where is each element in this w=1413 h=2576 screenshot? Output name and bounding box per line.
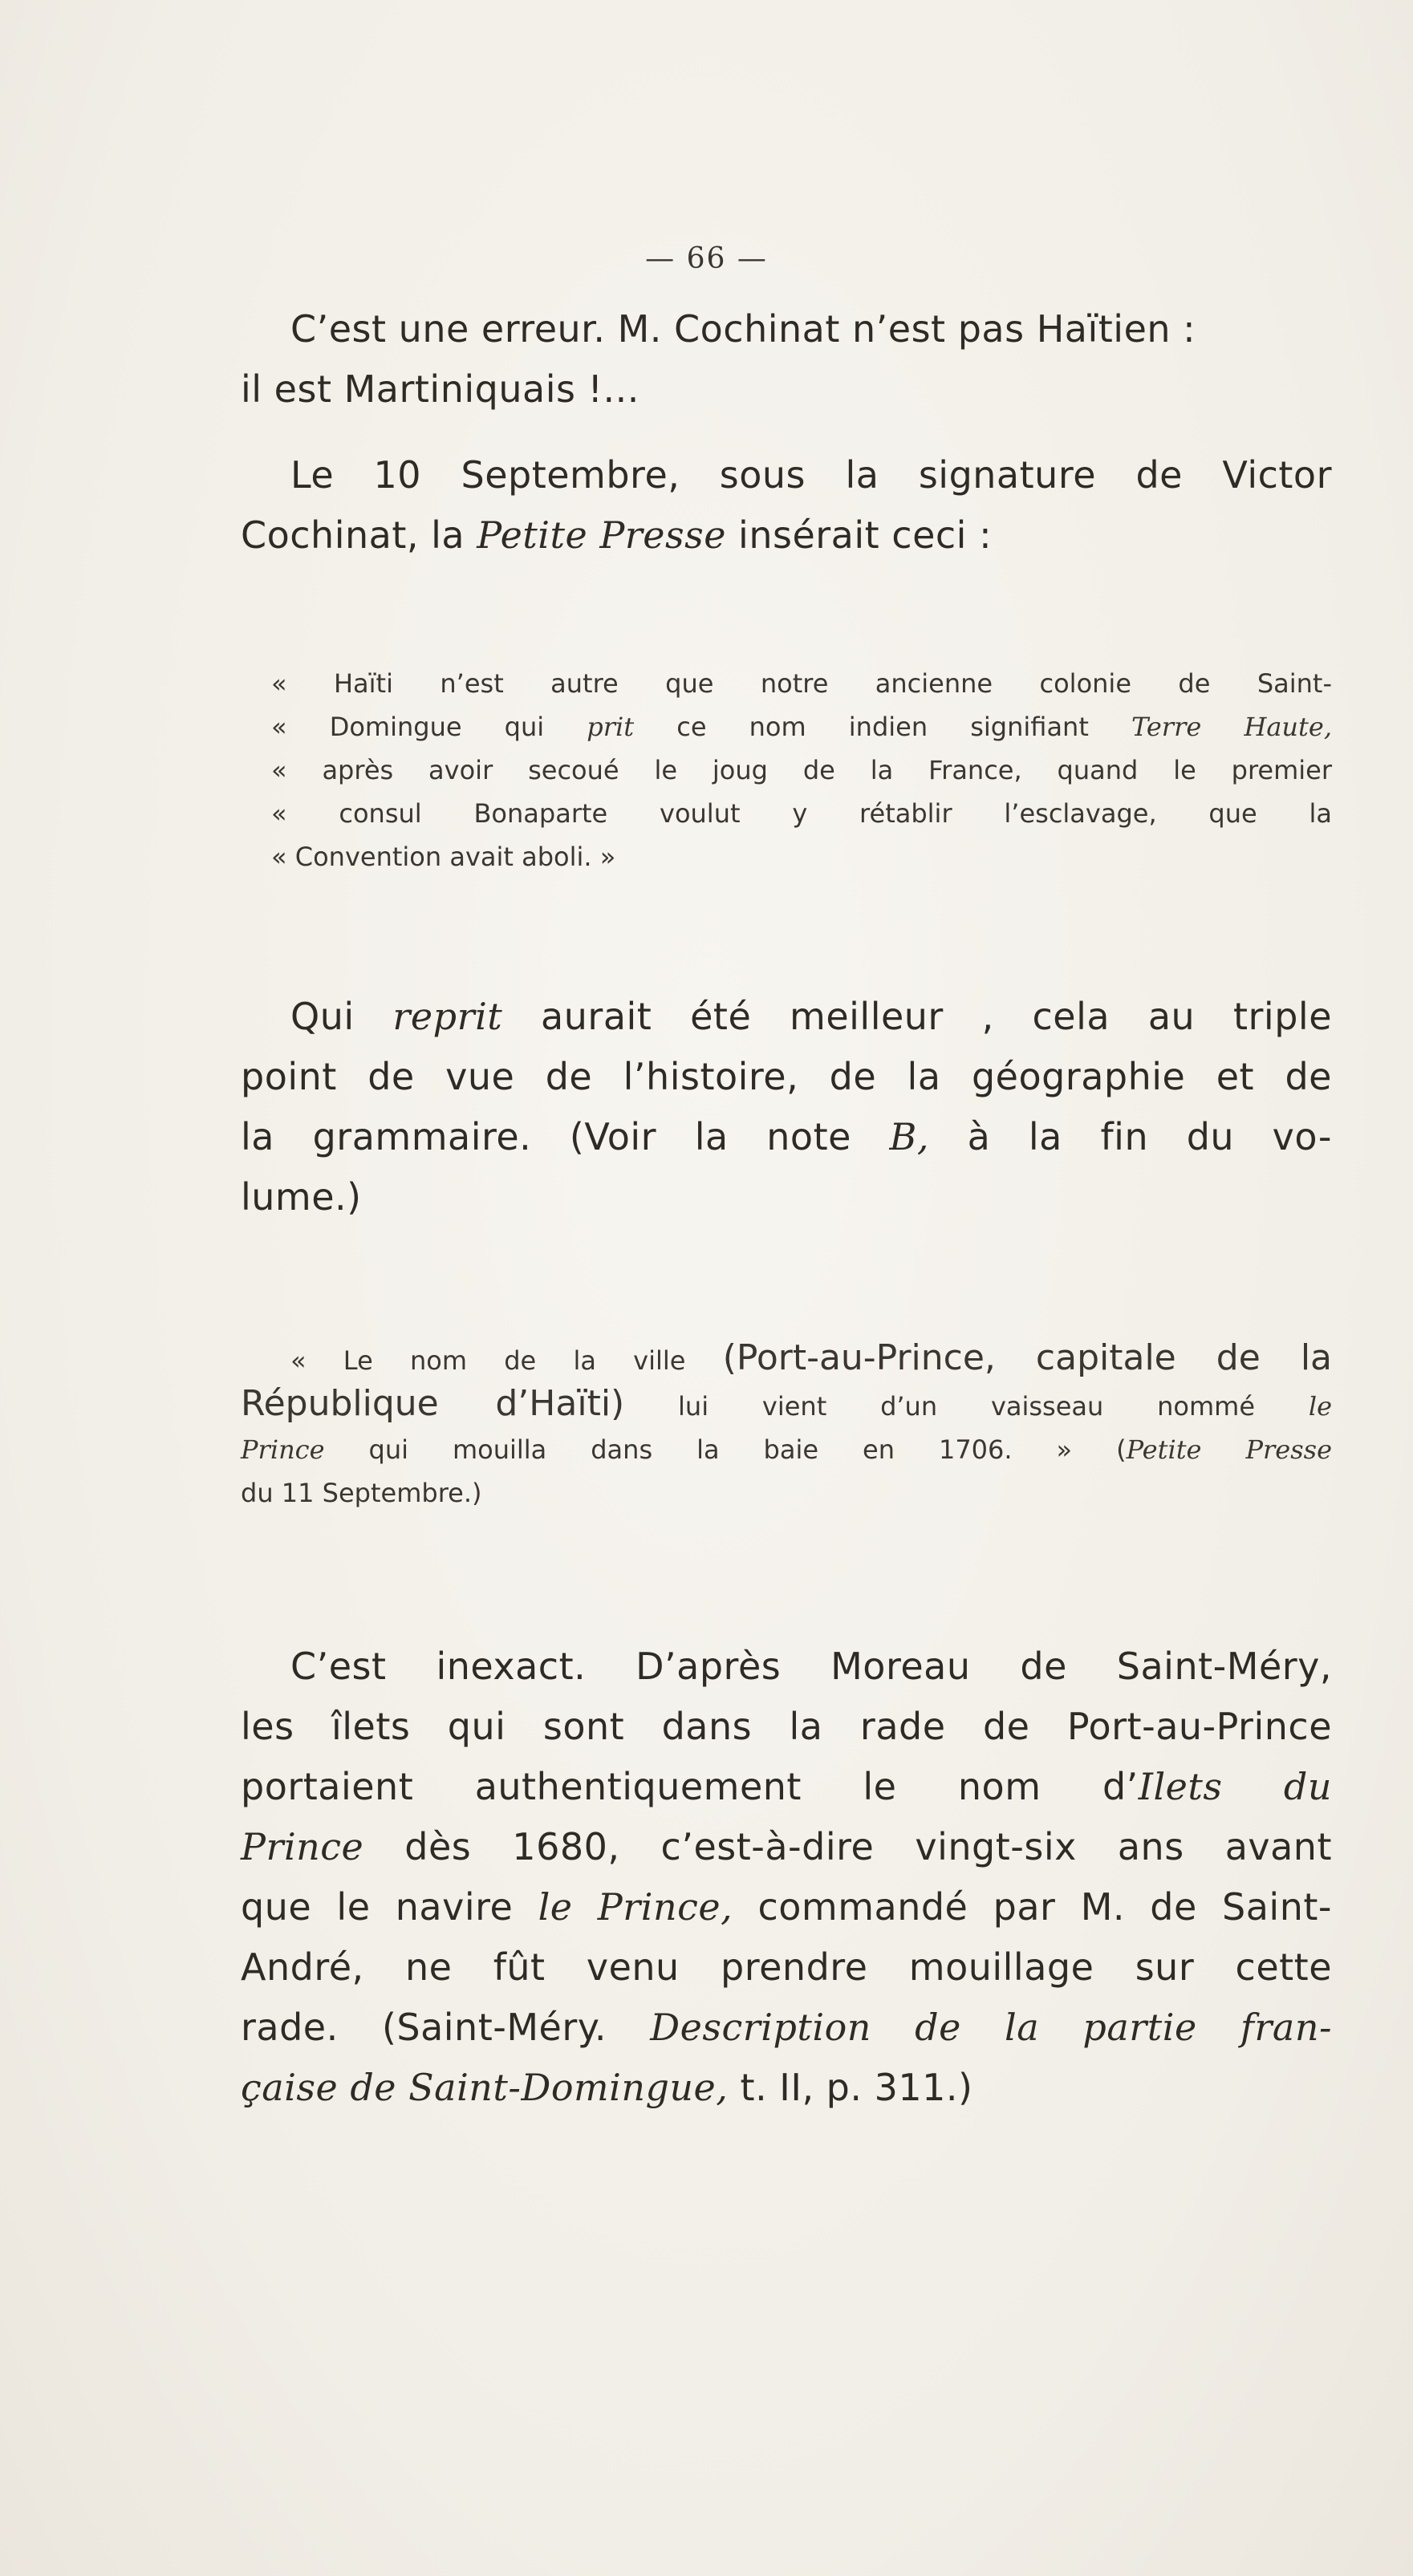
italic-title: Petite Presse: [477, 513, 726, 557]
text-line: la grammaire. (Voir la note B, à la fin du vo-: [241, 1115, 1332, 1158]
paragraph-petite-presse-intro: [241, 445, 1332, 566]
text-line: André, ne fût venu prendre mouillage sur cette: [241, 1945, 1332, 1989]
text-line: il est Martiniquais !...: [241, 367, 640, 411]
quote-line: « Haïti n’est autre que notre ancienne colonie de Saint-: [271, 668, 1332, 699]
text-line: portaient authentiquement le nom d’Ilets du: [241, 1765, 1332, 1808]
text-line: lume.): [241, 1175, 362, 1219]
text-line: Le 10 Septembre, sous la signature de Victor: [290, 453, 1332, 497]
text-line: Prince dès 1680, c’est-à-dire vingt-six ans avant: [241, 1825, 1332, 1868]
text-line: C’est une erreur. M. Cochinat n’est pas Haïtien :: [290, 307, 1196, 351]
text-line: çaise de Saint-Domingue, t. II, p. 311.): [241, 2066, 973, 2109]
quote-line: Prince qui mouilla dans la baie en 1706. » (Petite Presse: [241, 1434, 1332, 1465]
paragraph-reprit: [241, 987, 1332, 1227]
text-line: Cochinat, la Petite Presse insérait ceci :: [241, 513, 993, 557]
text-line: point de vue de l’histoire, de la géographie et de: [241, 1055, 1332, 1098]
quote-line: du 11 Septembre.): [241, 1478, 482, 1508]
text-line: que le navire le Prince, commandé par M. de Saint-: [241, 1885, 1332, 1929]
text-line: Qui reprit aurait été meilleur , cela au triple: [290, 995, 1332, 1038]
quote-line: « Convention avait aboli. »: [271, 842, 616, 872]
page-number: — 66 —: [645, 242, 768, 275]
quote-line: « après avoir secoué le joug de la France, quand le premier: [271, 755, 1332, 785]
quotation-haiti: [241, 662, 1332, 878]
text-line: C’est inexact. D’après Moreau de Saint-Méry,: [290, 1645, 1332, 1688]
quote-line: « Le nom de la ville (Port-au-Prince, capitale de la: [290, 1337, 1333, 1378]
quote-line: République d’Haïti) lui vient d’un vaisseau nommé le: [241, 1383, 1332, 1424]
paragraph-inexact: [241, 1637, 1332, 2118]
paragraph-erreur: [241, 299, 1332, 420]
quote-line: « consul Bonaparte voulut y rétablir l’esclavage, que la: [271, 798, 1332, 829]
quotation-port-au-prince: [241, 1337, 1332, 1515]
quote-line: « Domingue qui prit ce nom indien signifiant Terre Haute,: [271, 712, 1333, 742]
text-line: rade. (Saint-Méry. Description de la partie fran-: [241, 2006, 1332, 2049]
text-line: les îlets qui sont dans la rade de Port-au-Prince: [241, 1705, 1332, 1748]
